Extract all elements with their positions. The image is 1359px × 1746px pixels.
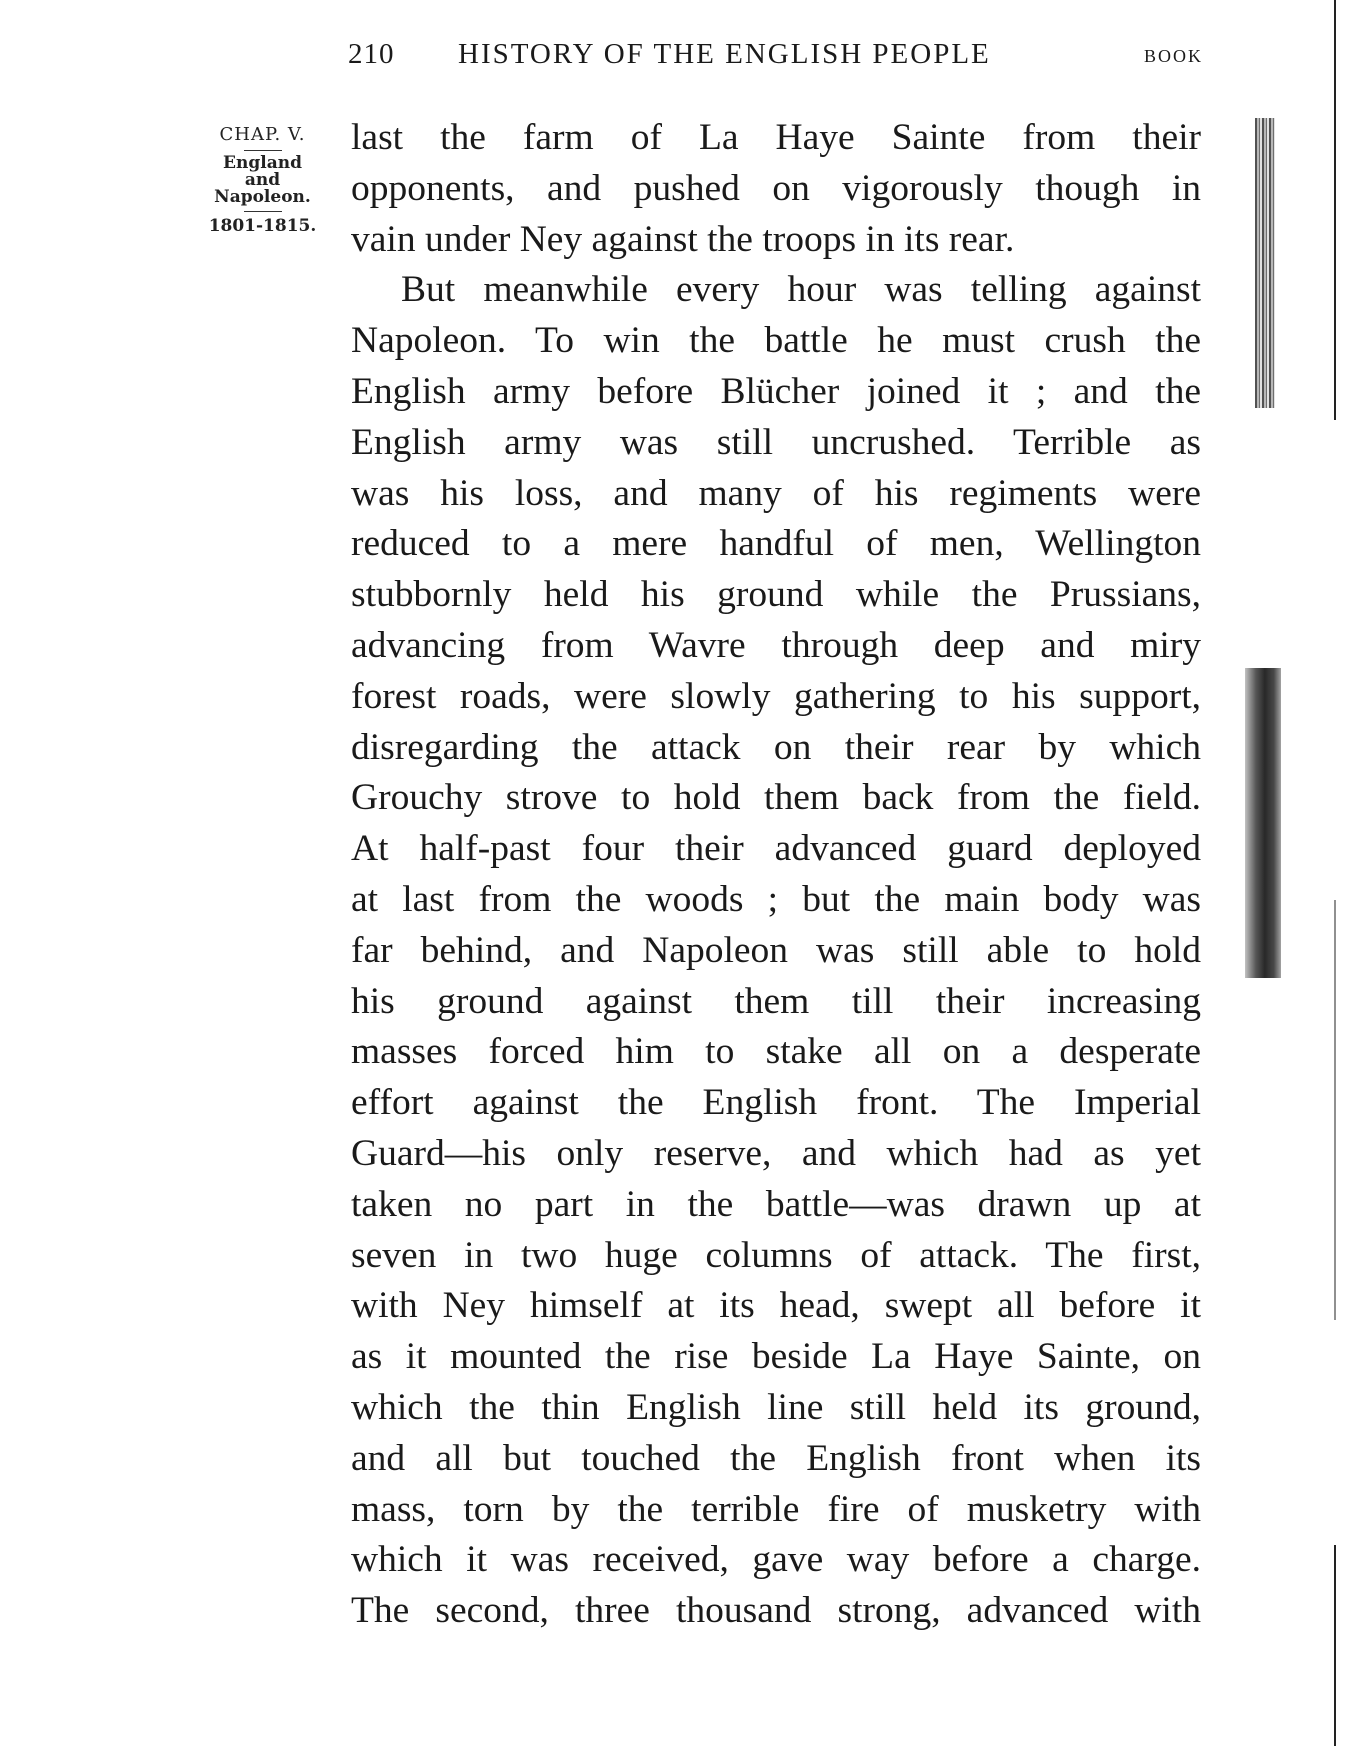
scan-artifact xyxy=(1255,118,1275,408)
text-line: masses forced him to stake all on a desperate xyxy=(351,1031,1201,1073)
text-line: last the farm of La Haye Sainte from their xyxy=(351,117,1201,158)
text-line: as it mounted the rise beside La Haye Sainte, on xyxy=(351,1336,1201,1378)
text-line: disregarding the attack on their rear by which xyxy=(351,726,1201,768)
text-line: The second, three thousand strong, advanced with xyxy=(351,1590,1201,1632)
margin-note-section-2: and xyxy=(244,170,281,190)
margin-note-dates: 1801-1815. xyxy=(208,216,317,236)
text-line: mass, torn by the terrible fire of musketry with xyxy=(351,1488,1201,1530)
text-line: forest roads, were slowly gathering to his support, xyxy=(351,675,1201,717)
page-number: 210 xyxy=(348,38,395,70)
text-line: reduced to a mere handful of men, Wellington xyxy=(351,523,1201,565)
text-line: English army was still uncrushed. Terrible as xyxy=(351,421,1201,463)
body-text xyxy=(351,113,1201,1637)
margin-note-section-3: Napoleon. xyxy=(214,187,311,207)
text-line: advancing from Wavre through deep and miry xyxy=(351,624,1201,666)
margin-notes xyxy=(200,124,325,236)
text-line: taken no part in the battle—was drawn up at xyxy=(351,1183,1201,1225)
margin-note-divider xyxy=(244,150,282,151)
text-line: Guard—his only reserve, and which had as yet xyxy=(351,1132,1201,1174)
margin-note-chapter: CHAP. V. xyxy=(219,124,306,145)
book-label: BOOK xyxy=(1143,46,1203,66)
text-line: which it was received, gave way before a charge. xyxy=(351,1539,1201,1581)
text-line: vain under Ney against the troops in its rear. xyxy=(351,218,1015,260)
text-line: But meanwhile every hour was telling against xyxy=(401,269,1201,311)
text-line: with Ney himself at its head, swept all before it xyxy=(351,1285,1201,1327)
text-line: opponents, and pushed on vigorously though in xyxy=(351,167,1201,209)
scan-artifact xyxy=(1245,668,1281,978)
text-line: which the thin English line still held its ground, xyxy=(351,1386,1201,1428)
text-line: seven in two huge columns of attack. The first, xyxy=(351,1234,1201,1276)
text-line: Grouchy strove to hold them back from the field. xyxy=(351,777,1201,819)
text-line: far behind, and Napoleon was still able to hold xyxy=(351,929,1201,971)
text-line: English army before Blücher joined it ; and the xyxy=(351,370,1201,412)
text-line: at last from the woods ; but the main body was xyxy=(351,878,1201,920)
running-title: HISTORY OF THE ENGLISH PEOPLE xyxy=(458,38,991,70)
page-edge-line xyxy=(1334,900,1336,1320)
text-line: and all but touched the English front when its xyxy=(351,1437,1201,1479)
text-line: effort against the English front. The Imperial xyxy=(351,1082,1201,1124)
margin-note-divider xyxy=(244,211,282,212)
text-line: stubbornly held his ground while the Prussians, xyxy=(351,574,1201,616)
page-header xyxy=(348,38,1203,78)
page-edge-line xyxy=(1334,1545,1336,1746)
margin-note-section-1: England xyxy=(223,153,302,173)
text-line: Napoleon. To win the battle he must crush the xyxy=(351,320,1201,362)
text-line: his ground against them till their increasing xyxy=(351,980,1201,1022)
page-edge-line xyxy=(1334,0,1336,420)
text-line: At half-past four their advanced guard deployed xyxy=(351,828,1201,870)
text-line: was his loss, and many of his regiments were xyxy=(351,472,1201,514)
